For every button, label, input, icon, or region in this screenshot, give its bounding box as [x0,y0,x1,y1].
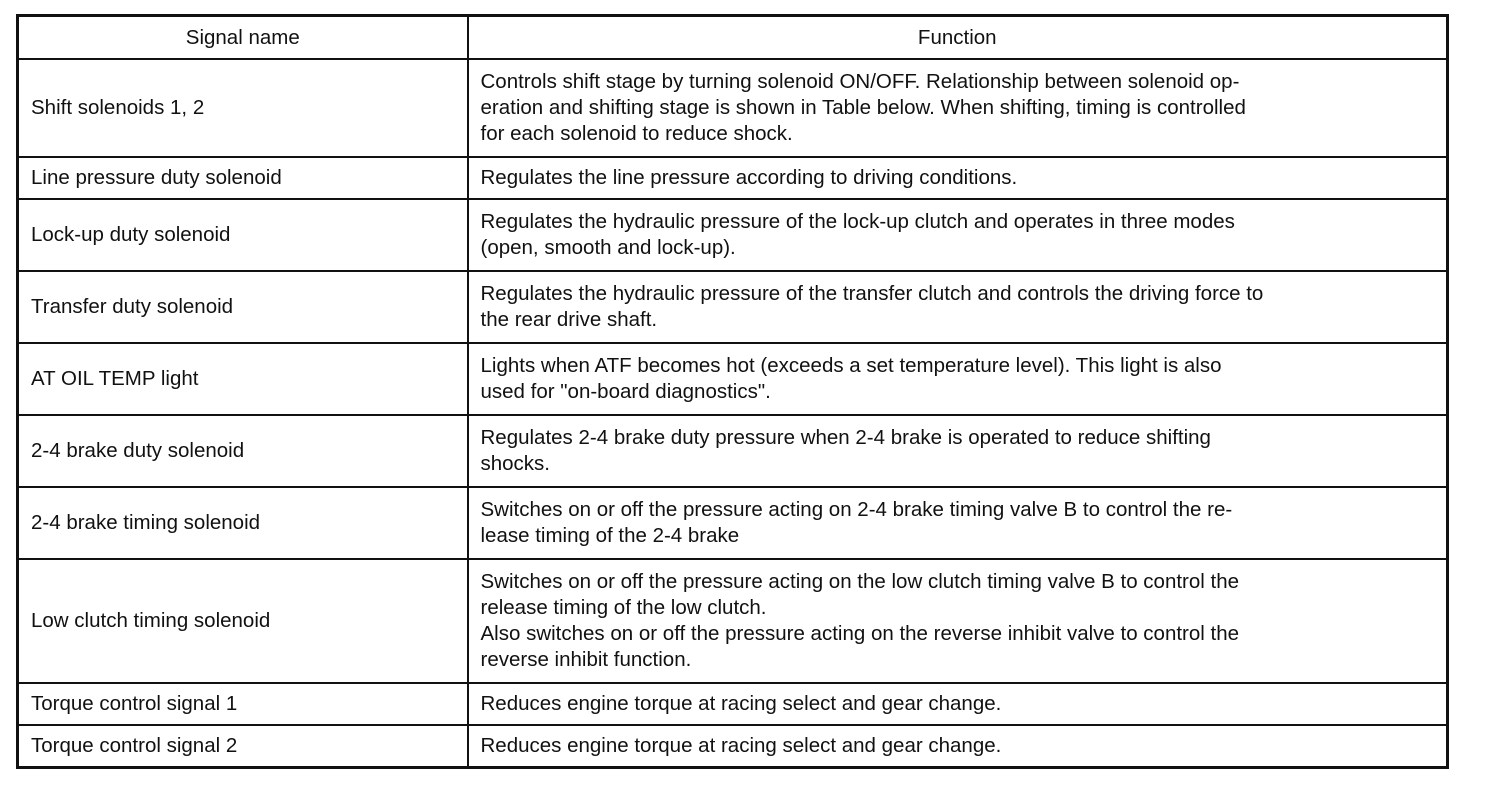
signal-name-cell: Torque control signal 2 [18,725,468,768]
function-cell: Reduces engine torque at racing select and gear change. [468,725,1448,768]
signal-name-cell: Low clutch timing solenoid [18,559,468,683]
table-row [18,683,1448,725]
signal-name-cell: 2-4 brake duty solenoid [18,415,468,487]
function-cell: Lights when ATF becomes hot (exceeds a set temperature level). This light is also used for "on-board diagnostics". [468,343,1448,415]
signal-name-cell: Lock-up duty solenoid [18,199,468,271]
table-row [18,559,1448,683]
column-header-signal-name: Signal name [18,16,468,60]
function-cell: Regulates the hydraulic pressure of the transfer clutch and controls the driving force to the rear drive shaft. [468,271,1448,343]
signal-name-cell: AT OIL TEMP light [18,343,468,415]
function-cell: Switches on or off the pressure acting on 2-4 brake timing valve B to control the re- lease timing of the 2-4 brake [468,487,1448,559]
table-row [18,343,1448,415]
table-row [18,59,1448,157]
signal-name-cell: Line pressure duty solenoid [18,157,468,199]
function-cell: Regulates the hydraulic pressure of the lock-up clutch and operates in three modes (open, smooth and lock-up). [468,199,1448,271]
function-cell: Reduces engine torque at racing select and gear change. [468,683,1448,725]
function-cell: Regulates the line pressure according to driving conditions. [468,157,1448,199]
table-row [18,725,1448,768]
function-cell: Switches on or off the pressure acting on the low clutch timing valve B to control the release timing of the low clutch. Also switches on or off the pressure acting on the reverse inhibit valve to control the reverse inhibit function. [468,559,1448,683]
signal-function-table [16,14,1449,769]
signal-name-cell: Torque control signal 1 [18,683,468,725]
signal-name-cell: Transfer duty solenoid [18,271,468,343]
column-header-function: Function [468,16,1448,60]
signal-name-cell: Shift solenoids 1, 2 [18,59,468,157]
signal-name-cell: 2-4 brake timing solenoid [18,487,468,559]
function-cell: Regulates 2-4 brake duty pressure when 2-4 brake is operated to reduce shifting shocks. [468,415,1448,487]
table-row [18,415,1448,487]
function-cell: Controls shift stage by turning solenoid ON/OFF. Relationship between solenoid op- eration and shifting stage is shown in Table below. When shifting, timing is controlled for each solenoid to reduce shock. [468,59,1448,157]
table-row [18,271,1448,343]
table-row [18,157,1448,199]
table-row [18,487,1448,559]
table-row [18,199,1448,271]
table-header-row [18,16,1448,60]
